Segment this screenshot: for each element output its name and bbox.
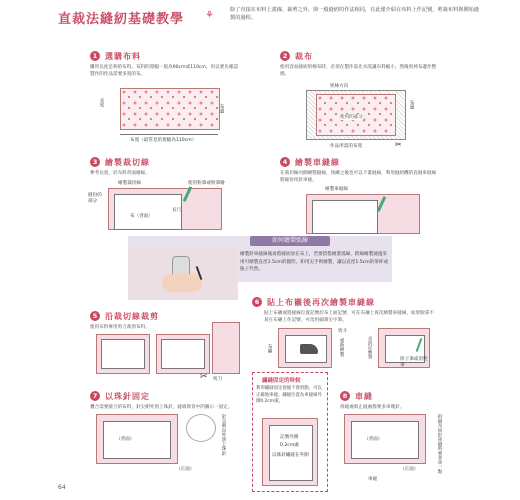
label-pin: 以珠針繡縫在外側 (272, 453, 309, 458)
step-title: 選購布料 (105, 51, 141, 61)
step-number: 1 (90, 51, 100, 61)
label-ruler: 長尺 (172, 208, 182, 213)
cut-piece-right (156, 334, 210, 374)
label-cut: 剪斗 (338, 329, 348, 334)
step-desc: 購買長度足夠的布料。布料的寬幅一般為90cm或110cm，用以要先確認製作的作品需要多寬的布。 (90, 65, 239, 77)
label-seam: 車縫 (368, 477, 378, 482)
scissors-icon: ✂ (395, 140, 402, 149)
step-desc: 拆縫處與止縫處都要多車幾針。 (340, 405, 405, 410)
step-number: 4 (280, 157, 290, 167)
fabric-strip (212, 322, 240, 374)
iron-icon (300, 344, 318, 354)
page-title: 直裁法縫紉基礎教學 (58, 12, 185, 27)
label-sew-line: 繪製車縫線 (325, 187, 348, 192)
label-needle: 針尖朝向外別上珠針 (221, 414, 226, 456)
sewn-fabric (344, 414, 426, 464)
step-title: 繪製裁切線 (105, 157, 150, 167)
label-scissors: 剪刀 (213, 377, 223, 382)
label-selvage: 布邊 (219, 104, 224, 114)
label-seam: 縫份的部分 (88, 193, 102, 204)
step-desc: 在裁切線內側繪製縫線，熟練之後也可以不畫縫線，利用縫紉機的直縫車縫線將縫份用針車縫。 (280, 171, 437, 183)
step-title: 貼上布襯後再次繪製車縫線 (267, 297, 375, 307)
label-fabric-back: 布（背面） (130, 214, 153, 219)
label-pen: 水消記號筆 (367, 336, 372, 359)
paper-panel (312, 200, 378, 234)
callout-photo (128, 246, 238, 300)
tip-text: 利用繡縫固定接縫不會滑動，可以正確地車縫。繡縫位置為車縫線外側0.2cm處。 (256, 386, 322, 404)
step-number: 2 (280, 51, 290, 61)
pin-detail-circle (186, 414, 216, 442)
callout-text: 繪製針車縫線後再將縫紉放在布上，若要搭搭繪畫弧線，跨線繪製通過采用可繪製直徑1.5cm的圓形。和用尖手則繪製，讓以直徑1.5cm的茶杯或瓶子代替。 (240, 252, 389, 272)
step-2-header (280, 50, 313, 62)
label-selvage: 布邊 (409, 100, 414, 110)
scissors-icon: ✂ (200, 372, 208, 382)
label-width: 布寬（最常見的寬幅為110cm） (130, 138, 197, 143)
step-title: 裁布 (295, 51, 313, 61)
label-back: （背面） (364, 437, 383, 442)
step-desc: 貼上布襯或將縫線位置記號於布上面記號，可在布襯上再次繪製車縫線，如果脫拿不易在布襯上作記號，可改用細筆尖字筆。 (264, 311, 434, 323)
label-sew-line: 使用粉筆或粉筆繪 (188, 181, 225, 186)
step-4-header (280, 156, 340, 168)
step-number: 7 (90, 391, 100, 401)
step-title: 繪製車縫線 (295, 157, 340, 167)
step-number: 6 (252, 297, 262, 307)
step-title: 以珠針固定 (105, 391, 150, 401)
cut-piece-left (96, 334, 150, 374)
label-length: 長度 (99, 98, 104, 108)
step-number: 8 (340, 391, 350, 401)
step-title: 車縫 (355, 391, 373, 401)
step-7-header (90, 390, 150, 402)
step-number: 5 (90, 311, 100, 321)
label-unused: 作品所需的布寬 (330, 144, 363, 149)
page-number: 64 (58, 484, 66, 491)
step-6-header (252, 296, 375, 308)
label-cut-line: 繪製裁切線 (118, 181, 141, 186)
tip-title: 繡縫固定的時候 (262, 378, 301, 384)
label-mark: 記號外側 (280, 435, 299, 440)
label-warp: 經絲方向 (330, 84, 349, 89)
label-gap: 0.2cm處 (280, 443, 299, 448)
step-desc: 疊合需要縫合的布料，針尖朝外別上珠針，縫端與背中的圖示一固定。 (90, 405, 233, 410)
step-8-header (340, 390, 373, 402)
label-usable: 使用的部分 (340, 115, 363, 120)
step-5-header (90, 310, 159, 322)
step-3-header (90, 156, 150, 168)
label-redraw: 重新繪製 (339, 338, 344, 357)
hand-icon (162, 274, 202, 292)
fabric-illustration (120, 88, 220, 130)
label-note: 拆縫及回針車縫時要多車一點 (437, 414, 442, 474)
label-back: （背面） (116, 437, 135, 442)
step-desc: 使用布料專用剪刀裁剪布料。 (90, 325, 150, 330)
step-title: 沿裁切線裁剪 (105, 311, 159, 321)
step-desc: 使用容易縫紉的棉布時，必須在製作前先水洗讓布料縮小，然後剪掉布邊作整理。 (280, 65, 437, 77)
intro-text: 除了直接在布料上畫線、裁剪之外，與一般縫紉的作法相同，在此僅介紹在布料上作記號，剪裁布料與開始縫製的過程。 (230, 7, 480, 21)
step-number: 3 (90, 157, 100, 167)
step-desc: 參考長寬，於布料背面繪線。 (90, 171, 150, 176)
callout-title: 如何繪製弧線 (250, 236, 330, 246)
label-interfacing: 布襯 (267, 344, 272, 354)
label-front: （正面） (400, 467, 419, 472)
bow-icon: ⚘ (205, 10, 214, 21)
label-front: （正面） (176, 467, 195, 472)
label-pen-type: 原子筆或消性筆 (400, 357, 428, 368)
step-1-header (90, 50, 141, 62)
pinned-fabric (96, 414, 178, 464)
